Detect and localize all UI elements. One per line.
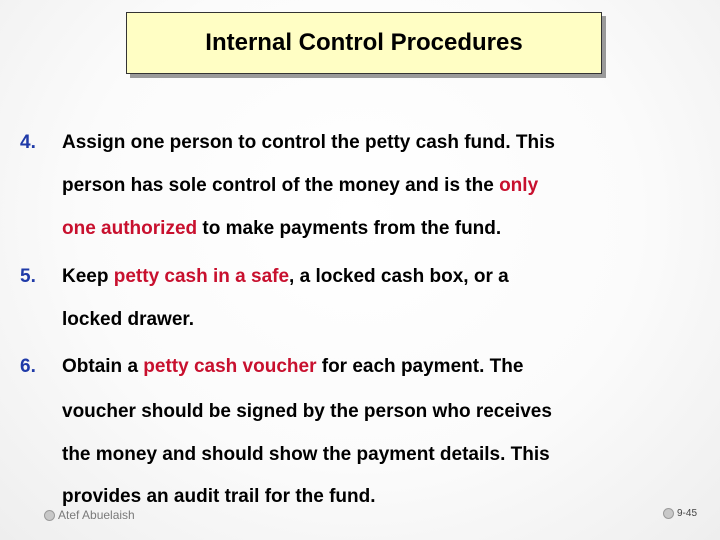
item-line <box>62 440 550 469</box>
item-line <box>62 214 501 243</box>
item-line <box>62 482 376 511</box>
text-run: Assign one person to control the petty cash fund. This <box>62 132 555 153</box>
text-run: the money and should show the payment details. This <box>62 444 550 465</box>
footer-page <box>663 508 697 519</box>
item-number: 5. <box>20 266 36 287</box>
highlight-text: petty cash in a safe <box>113 266 290 287</box>
highlight-text: only <box>499 175 539 196</box>
bullet-dot-icon <box>44 510 55 521</box>
text-run: to make payments from the fund. <box>197 218 502 239</box>
text-run: for each payment. The <box>316 356 524 377</box>
highlight-text: petty cash voucher <box>143 356 317 377</box>
highlight-text: one authorized <box>62 218 198 239</box>
bullet-dot-icon <box>663 508 674 519</box>
item-line <box>62 262 509 291</box>
item-line <box>62 352 523 381</box>
item-number: 4. <box>20 132 36 153</box>
text-run: provides an audit trail for the fund. <box>62 486 376 507</box>
item-number: 6. <box>20 356 36 377</box>
text-run: , a locked cash box, or a <box>289 266 509 287</box>
item-line <box>62 171 538 200</box>
slide-title: Internal Control Procedures <box>205 29 523 56</box>
text-run: voucher should be signed by the person who receives <box>62 401 552 422</box>
text-run: locked drawer. <box>62 309 195 330</box>
text-run: Obtain a <box>62 356 144 377</box>
item-line <box>62 305 194 334</box>
item-line <box>62 397 552 426</box>
text-run: Keep <box>62 266 114 287</box>
page-number: 9-45 <box>677 508 698 519</box>
footer-author <box>44 508 135 522</box>
item-line <box>62 128 555 157</box>
title-box <box>126 12 602 74</box>
author-name: Atef Abuelaish <box>58 508 135 522</box>
text-run: person has sole control of the money and is the <box>62 175 500 196</box>
